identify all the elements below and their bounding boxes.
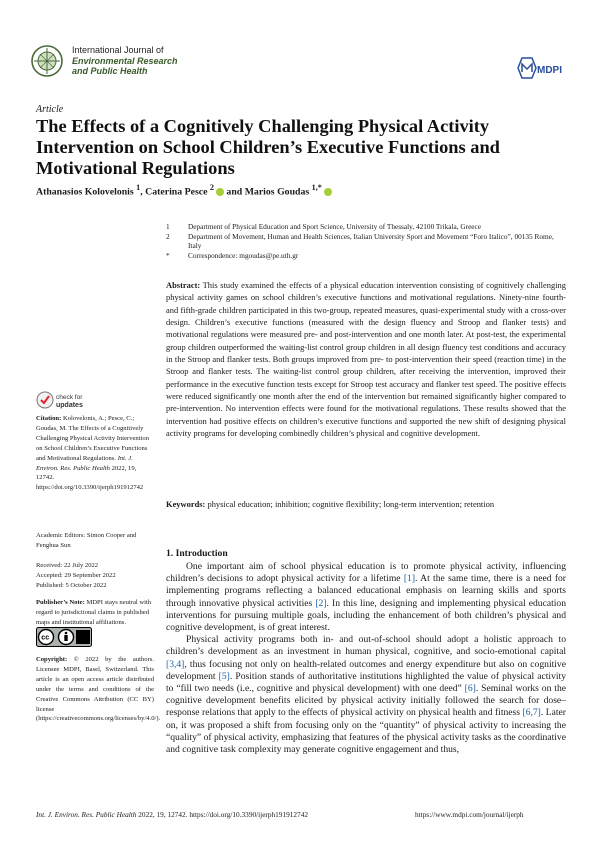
author-name[interactable]: Marios Goudas <box>244 186 310 198</box>
footer-doi[interactable]: 2022, 19, 12742. https://doi.org/10.3390/ijerph191912742 <box>136 810 308 819</box>
copyright-text: © 2022 by the authors. Licensee MDPI, Basel, Switzerland. This article is an open access article distributed under the terms and conditions of the Creative Commons Attribution (CC BY) license (https://creativecommons.org/licenses/by/4.0/). <box>36 656 161 723</box>
article-type: Article <box>36 104 64 115</box>
introduction-body <box>166 561 566 756</box>
citation-journal: Int. J. Environ. Res. Public Health <box>36 454 133 472</box>
abstract-label: Abstract: <box>166 280 201 290</box>
abstract-text: This study examined the effects of a physical education intervention consisting of cognitively challenging physical activity games on school children’s executive functions and motivational regulations. Ninety-nine fourth- and fifth-grade children participated in this two-group, repeated measures, quasi-experimental study with a cross-over design. Children’s executive functions (measured with the design fluency and Stroop and flanker tests) and motivational regulations were measured pre- and post-intervention and one month later. At post-test, the experimental group children outperformed the waiting-list control group children in all design fluency test conditions and accuracy in the Stroop and flanker tests. Both groups improved from pre- to post-intervention their speed (reaction time) in the Stroop and flanker tests. The waiting-list control group children, after receiving the intervention, improved their performance in the executive function tests except for Stroop test accuracy and flanker test speed. The positive effects were reduced significantly one month after the end of the intervention but remained significantly higher compared to pre-intervention. No intervention effects were found for the motivational regulations. These results showed that the intervention had positive effects on children’s executive functions and supported the new shift of designing physical activity programs for developing combinedly children’s physical and cognitive development. <box>166 280 566 439</box>
affiliation-mark: 2 <box>166 231 170 241</box>
paragraph-text: . At the same time, there is a need for implementing programs reflecting a balanced educational emphasis on learning skills and sports through innovative physical activities <box>166 573 567 609</box>
author-name[interactable]: Caterina Pesce <box>145 186 208 198</box>
mdpi-logo-text: MDPI <box>537 65 562 76</box>
author-list <box>36 183 332 197</box>
author-affil-mark: 1 <box>136 183 141 192</box>
keywords-label: Keywords: <box>166 499 206 509</box>
affiliation-mark: 1 <box>166 222 170 231</box>
footer-citation <box>36 810 308 819</box>
citation-label: Citation: <box>36 415 62 422</box>
paragraph-text: Physical activity programs both in- and out-of-school should adopt a holistic approach to children’s development as an investment in human physical, cognitive, and socio-emotional capital <box>166 634 566 658</box>
paragraph-text: . Position stands of authoritative institutions highlighted the value of physical activity to “fill two needs (i.e., cognitive and physical development) with one deed” <box>166 670 566 695</box>
reference-link[interactable]: [1] <box>403 573 416 585</box>
footer-journal: Int. J. Environ. Res. Public Health <box>36 810 137 819</box>
affiliation-mark: * <box>166 250 170 260</box>
paragraph-text: . Later on, it was proposed a shift from focusing only on the “quantity” of physical activity to increasing the “quality” of physical activity, emphasizing that features of the physical activity tasks as the coordinative and cognitive task complexity may generate cognitive engagement and thus, <box>166 707 566 756</box>
author-affil-mark: 2 <box>209 183 214 192</box>
keywords <box>166 498 566 510</box>
mdpi-logo-icon <box>516 56 564 80</box>
keywords-text: physical education; inhibition; cognitive flexibility; long-term intervention; retention <box>207 499 495 509</box>
published-date: Published: 5 October 2022 <box>36 581 107 589</box>
publisher-note-text: MDPI stays neutral with regard to jurisdictional claims in published maps and institutional affiliations. <box>36 599 152 626</box>
paragraph-text: . Seminal works on the cognitive development benefits elicited by physical activity initially followed the search for dose–response relations that apply to the effects of physical activity on physical health and fitness <box>166 683 566 719</box>
cc-by-license-icon[interactable] <box>36 627 92 647</box>
orcid-icon[interactable] <box>216 188 224 196</box>
orcid-icon[interactable] <box>324 188 332 196</box>
intro-paragraph <box>166 561 566 634</box>
copyright-label: Copyright: <box>36 656 68 663</box>
publisher-note-label: Publisher’s Note: <box>36 599 85 606</box>
affiliation-text: Department of Physical Education and Sport Science, University of Thessaly, 42100 Trikala, Greece <box>188 222 482 231</box>
publisher-note <box>36 598 154 628</box>
abstract <box>166 279 566 439</box>
author-name[interactable]: Athanasios Kolovelonis <box>36 186 134 198</box>
affiliations <box>166 222 566 260</box>
author-affil-mark: 1,* <box>311 183 322 192</box>
reference-link[interactable]: [6] <box>464 683 476 695</box>
check-for-updates-badge[interactable] <box>36 390 106 410</box>
author-separator: and <box>223 186 245 198</box>
copyright-block <box>36 655 161 724</box>
cc-icon-text: cc <box>41 634 50 642</box>
paragraph-text: , thus focusing not only on health-related outcomes and energy expenditure but also on cognitive development <box>166 658 566 682</box>
citation-doi[interactable]: 2022, 19, 12742. https://doi.org/10.3390/ijerph191912742 <box>36 464 144 492</box>
received-date: Received: 22 July 2022 <box>36 562 99 569</box>
article-title: The Effects of a Cognitively Challenging Physical Activity Intervention on School Children’s Executive Functions and Motivational Regulations <box>36 116 500 178</box>
affiliation-item <box>166 251 566 261</box>
reference-link[interactable]: [6,7] <box>522 707 541 719</box>
footer-url[interactable]: https://www.mdpi.com/journal/ijerph <box>415 810 524 819</box>
reference-link[interactable]: [2] <box>315 597 327 609</box>
check-updates-text: check for <box>56 394 83 401</box>
reference-link[interactable]: [3,4] <box>166 658 185 670</box>
check-updates-text: updates <box>56 402 83 409</box>
citation-text: Kolovelonis, A.; Pesce, C.; Goudas, M. The Effects of a Cognitively Challenging Physical Activity Intervention on School Children’s Executive Functions and Motivational Regulations. <box>36 415 149 462</box>
journal-name-line2: Environmental Research <box>72 55 178 66</box>
citation-block <box>36 414 154 493</box>
academic-editors: Academic Editors: Simon Cooper and Fenghua Sun <box>36 532 137 549</box>
journal-logo-icon <box>30 44 64 78</box>
accepted-date: Accepted: 29 September 2022 <box>36 571 116 579</box>
journal-name <box>72 45 178 77</box>
dates-block <box>36 561 154 591</box>
paragraph-text: . In this line, designing and implementing physical education interventions for pursuing multiple goals, including the enhancement of both children’s physical and cognitive development, is of great interest. <box>166 597 567 634</box>
affiliation-text: Department of Movement, Human and Health Sciences, Italian University Sport and Movement “Foro Italico”, 00135 Rome, Italy <box>188 231 554 251</box>
journal-name-line1: International Journal of <box>72 45 164 55</box>
paragraph-text: One important aim of school physical education is to promote physical activity, influencing children’s decisions to adopt physical activity for a lifetime <box>166 561 566 585</box>
intro-paragraph <box>166 634 566 756</box>
correspondence-text[interactable]: Correspondence: mgoudas@pe.uth.gr <box>188 250 299 260</box>
reference-link[interactable]: [5] <box>218 670 230 682</box>
section-heading: 1. Introduction <box>166 548 228 559</box>
author-separator: , <box>140 186 146 198</box>
journal-name-line3: and Public Health <box>72 66 148 76</box>
affiliation-item <box>166 222 566 232</box>
affiliation-item <box>166 232 566 251</box>
